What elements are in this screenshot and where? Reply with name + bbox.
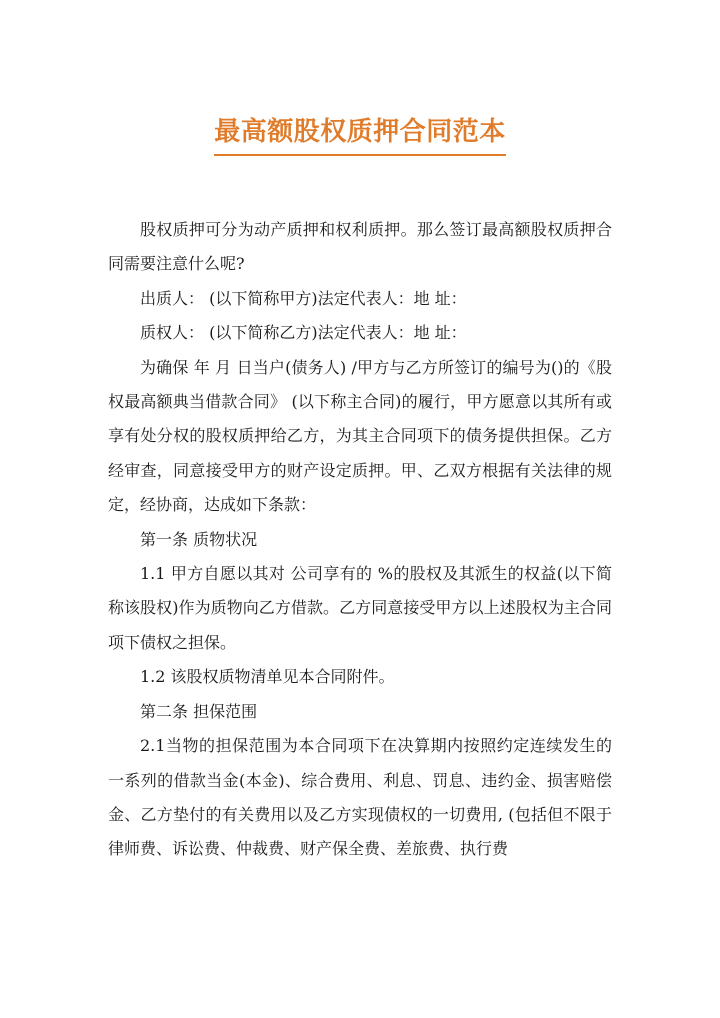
paragraph-intro: 股权质押可分为动产质押和权利质押。那么签订最高额股权质押合同需要注意什么呢? bbox=[108, 220, 612, 274]
clause-2-1: 2.1当物的担保范围为本合同项下在决算期内按照约定连续发生的一系列的借款当金(本金)、综合费用、利息、罚息、违约金、损害赔偿金、乙方垫付的有关费用以及乙方实现债权的一切费用, (包括但不限于律师费、诉讼费、仲裁费、财产保全费、差旅费、执行费 bbox=[108, 736, 612, 859]
clause-1-1: 1.1 甲方自愿以其对 公司享有的 %的股权及其派生的权益(以下简称该股权)作为质物向乙方借款。乙方同意接受甲方以上述股权为主合同项下债权之担保。 bbox=[108, 564, 612, 652]
paragraph-pledgor: 出质人： (以下简称甲方)法定代表人：地 址： bbox=[140, 288, 467, 308]
paragraph-pledgee: 质权人： (以下简称乙方)法定代表人：地 址： bbox=[140, 323, 467, 343]
clause-1-2: 1.2 该股权质物清单见本合同附件。 bbox=[140, 667, 395, 687]
paragraph-preamble: 为确保 年 月 日当户(债务人) /甲方与乙方所签订的编号为()的《股权最高额典当借款合同》 (以下称主合同)的履行，甲方愿意以其所有或享有处分权的股权质押给乙方，为其主合同项下的债务提供担保。乙方经审查，同意接受甲方的财产设定质押。甲、乙双方根据有关法律的规定，经协商，达成如下条款： bbox=[108, 357, 612, 515]
section-heading-1: 第一条 质物状况 bbox=[140, 529, 258, 549]
document-title bbox=[0, 112, 720, 156]
section-heading-2: 第二条 担保范围 bbox=[140, 701, 258, 721]
document-title-text: 最高额股权质押合同范本 bbox=[214, 112, 506, 156]
document-body bbox=[108, 213, 612, 867]
